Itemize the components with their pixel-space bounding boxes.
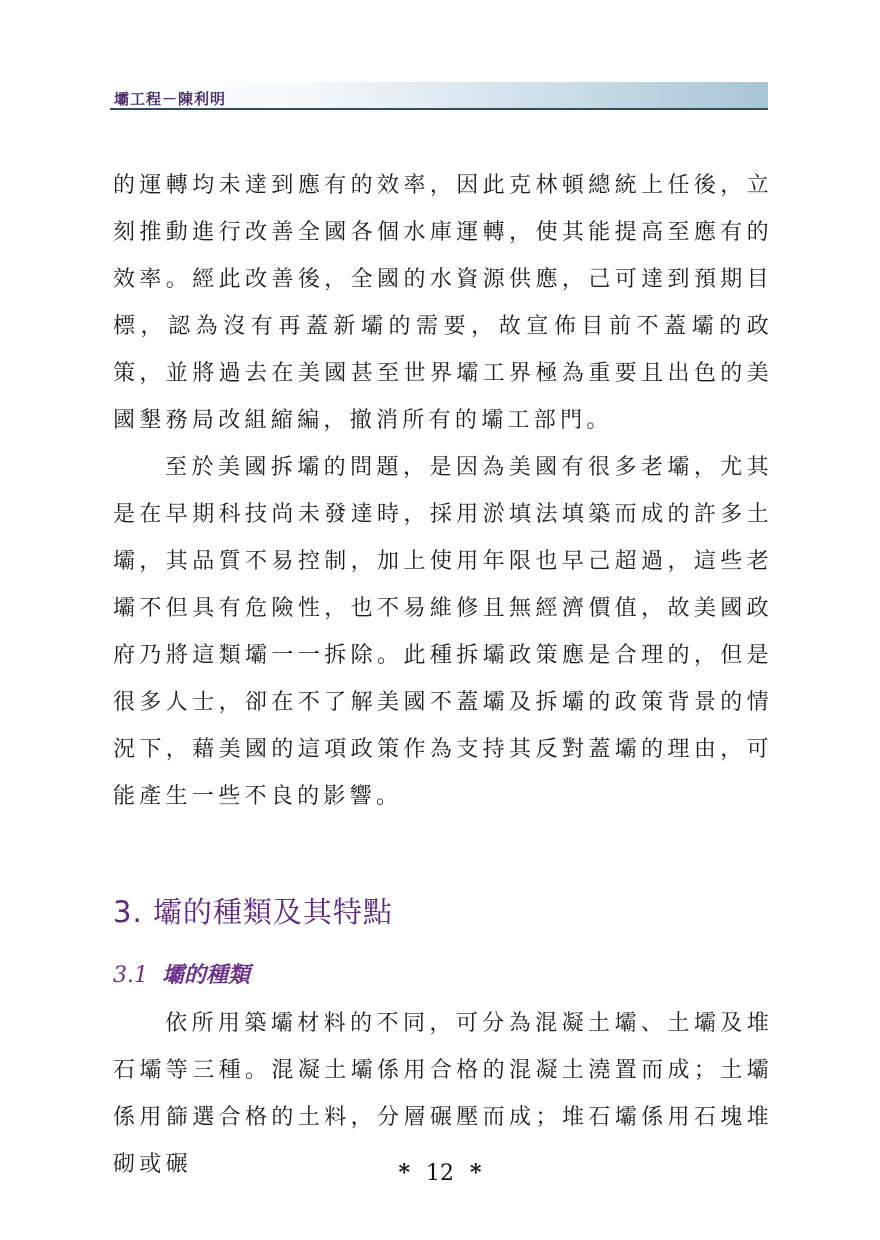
section-heading: 3. 壩的種類及其特點 <box>113 895 393 929</box>
star-left-icon: * <box>398 1160 410 1186</box>
page-number: 12 <box>426 1161 454 1186</box>
star-right-icon: * <box>470 1160 482 1186</box>
paragraph-1: 的運轉均未達到應有的效率，因此克林頓總統上任後，立刻推動進行改善全國各個水庫運轉，使其能提高至應有的效率。經此改善後，全國的水資源供應，己可達到預期目標，認為沒有再蓋新壩的需要，故宣佈目前不蓋壩的政策，並將過去在美國甚至世界壩工界極為重要且出色的美國墾務局改組縮編，撤消所有的壩工部門。 <box>113 173 773 433</box>
body-text-block-1 <box>113 162 773 820</box>
paragraph-2: 至於美國拆壩的問題，是因為美國有很多老壩，尤其是在早期科技尚未發達時，採用淤填法填築而成的許多土壩，其品質不易控制，加上使用年限也早己超過，這些老壩不但具有危險性，也不易維修且無經濟價值，故美國政府乃將這類壩一一拆除。此種拆壩政策應是合理的，但是很多人士，卻在不了解美國不蓋壩及拆壩的政策背景的情況下，藉美國的這項政策作為支持其反對蓋壩的理由，可能產生一些不良的影響。 <box>113 455 773 809</box>
paragraph-3: 依所用築壩材料的不同，可分為混凝土壩、土壩及堆石壩等三種。混凝土壩係用合格的混凝土澆置而成；土壩係用篩選合格的土料，分層碾壓而成；堆石壩係用石塊堆砌或碾 <box>113 1011 773 1177</box>
running-header-title: 壩工程－陳利明 <box>114 90 227 108</box>
subsection-title: 壩的種類 <box>162 962 251 988</box>
subsection-heading <box>113 958 250 989</box>
page-footer <box>0 1160 880 1186</box>
subsection-number: 3.1 <box>113 963 148 988</box>
